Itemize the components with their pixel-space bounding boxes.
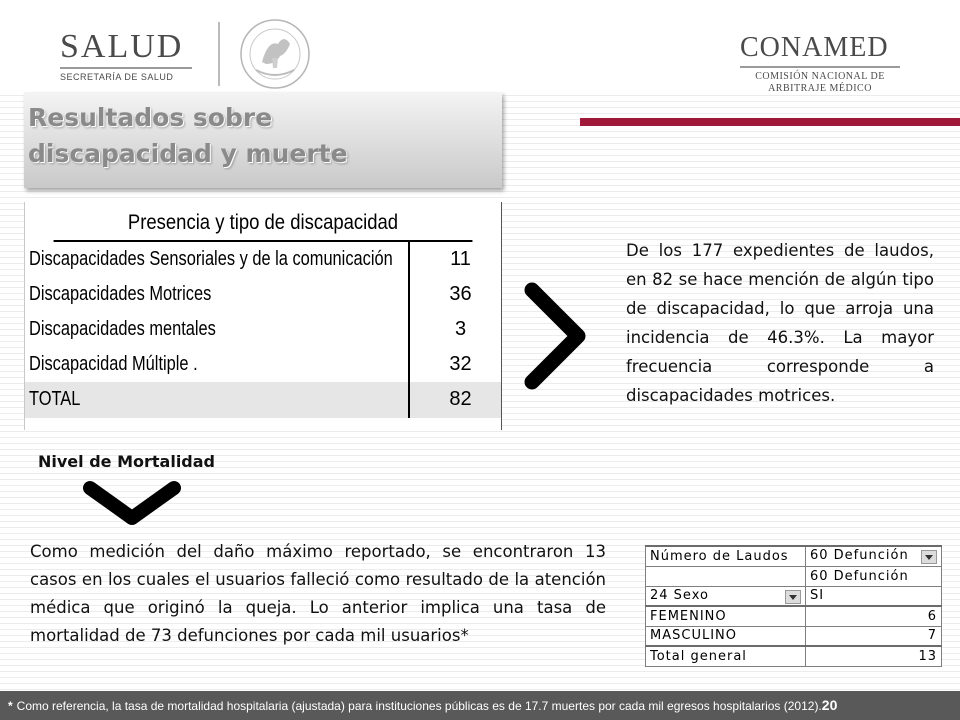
- slide-title-line1: Resultados sobre: [28, 103, 273, 132]
- pivot-cell: 24 Sexo: [650, 587, 709, 603]
- row-value: 11: [450, 248, 471, 270]
- table-row: [25, 312, 501, 347]
- table-row: [25, 347, 501, 382]
- table-row: [25, 277, 501, 312]
- row-value: 3: [454, 318, 467, 340]
- table-row: [646, 606, 942, 626]
- table-row: [646, 586, 942, 606]
- pivot-cell: 60 Defunción: [806, 566, 942, 586]
- mortality-paragraph: Como medición del daño máximo reportado, se encontraron 13 casos en los cuales el usuarios falleció como resultado de la atención médica que originó la queja. Lo anterior implica una tasa de mortalidad de 73 defunciones por cada mil usuarios*: [30, 542, 606, 645]
- pivot-cell: 7: [806, 626, 942, 646]
- pivot-cell: SI: [806, 586, 942, 606]
- conamed-logo-rule: [740, 66, 900, 68]
- mexican-coat-of-arms-icon: [232, 14, 318, 90]
- table-row: [25, 242, 501, 277]
- filter-dropdown-icon[interactable]: [921, 550, 937, 564]
- accent-bar: [580, 118, 960, 126]
- footnote-star: *: [8, 699, 13, 713]
- mortality-label: Nivel de Mortalidad: [38, 452, 216, 471]
- footer-note-bar: [0, 691, 960, 720]
- pivot-cell: Total general: [646, 646, 806, 666]
- row-label: Discapacidades Motrices: [29, 283, 212, 305]
- salud-logo-rule: [60, 67, 192, 69]
- row-label: Discapacidad Múltiple .: [29, 353, 198, 375]
- row-value: 36: [449, 283, 472, 305]
- header-bar: [0, 0, 960, 92]
- row-value: 32: [449, 353, 472, 375]
- slide-title: [28, 100, 348, 172]
- conamed-logo-line2: ARBITRAJE MÉDICO: [768, 83, 872, 94]
- pivot-cell: MASCULINO: [646, 626, 806, 646]
- pivot-cell: [646, 566, 806, 586]
- dropdown-icon[interactable]: [785, 590, 801, 604]
- pivot-cell: 60 Defunción: [810, 548, 909, 564]
- disability-table: [24, 202, 502, 430]
- disability-table-header: Presencia y tipo de discapacidad: [54, 202, 473, 242]
- total-value: 82: [449, 388, 472, 410]
- pivot-table: [645, 545, 942, 667]
- footnote-text: Como referencia, la tasa de mortalidad hospitalaria (ajustada) para instituciones públicas es de 17.7 muertes por cada mil egresos hospitalarios (2012).: [16, 699, 822, 713]
- row-label: Discapacidades mentales: [29, 318, 216, 340]
- row-label: Discapacidades Sensoriales y de la comunicación: [29, 248, 393, 270]
- table-row: [646, 626, 942, 646]
- pivot-cell: 6: [806, 606, 942, 626]
- conamed-logo-name: CONAMED: [740, 32, 889, 63]
- slide-title-box: [24, 92, 502, 188]
- slide-title-line2: discapacidad y muerte: [28, 139, 348, 168]
- conamed-logo: [740, 34, 920, 94]
- incidence-paragraph: De los 177 expedientes de laudos, en 82 se hace mención de algún tipo de discapacidad, lo que arroja una incidencia de 46.3%. La mayor frecuencia corresponde a discapacidades motrices.: [626, 241, 934, 405]
- pivot-cell: Número de Laudos: [650, 548, 789, 564]
- table-row: [646, 566, 942, 586]
- table-total-row: [25, 382, 501, 418]
- pivot-cell: 13: [806, 646, 942, 666]
- total-label: TOTAL: [29, 388, 81, 410]
- salud-logo-subtitle: SECRETARÍA DE SALUD: [60, 72, 174, 82]
- table-row: [646, 646, 942, 666]
- chevron-down-icon: [80, 478, 184, 528]
- logo-divider: [218, 22, 220, 86]
- chevron-right-icon: [520, 280, 590, 392]
- salud-logo: [60, 30, 200, 82]
- page-number: 20: [821, 697, 838, 713]
- table-row: [646, 546, 942, 566]
- conamed-logo-line1: COMISIÓN NACIONAL DE: [755, 71, 885, 82]
- pivot-cell: FEMENINO: [646, 606, 806, 626]
- salud-logo-name: SALUD: [60, 28, 184, 65]
